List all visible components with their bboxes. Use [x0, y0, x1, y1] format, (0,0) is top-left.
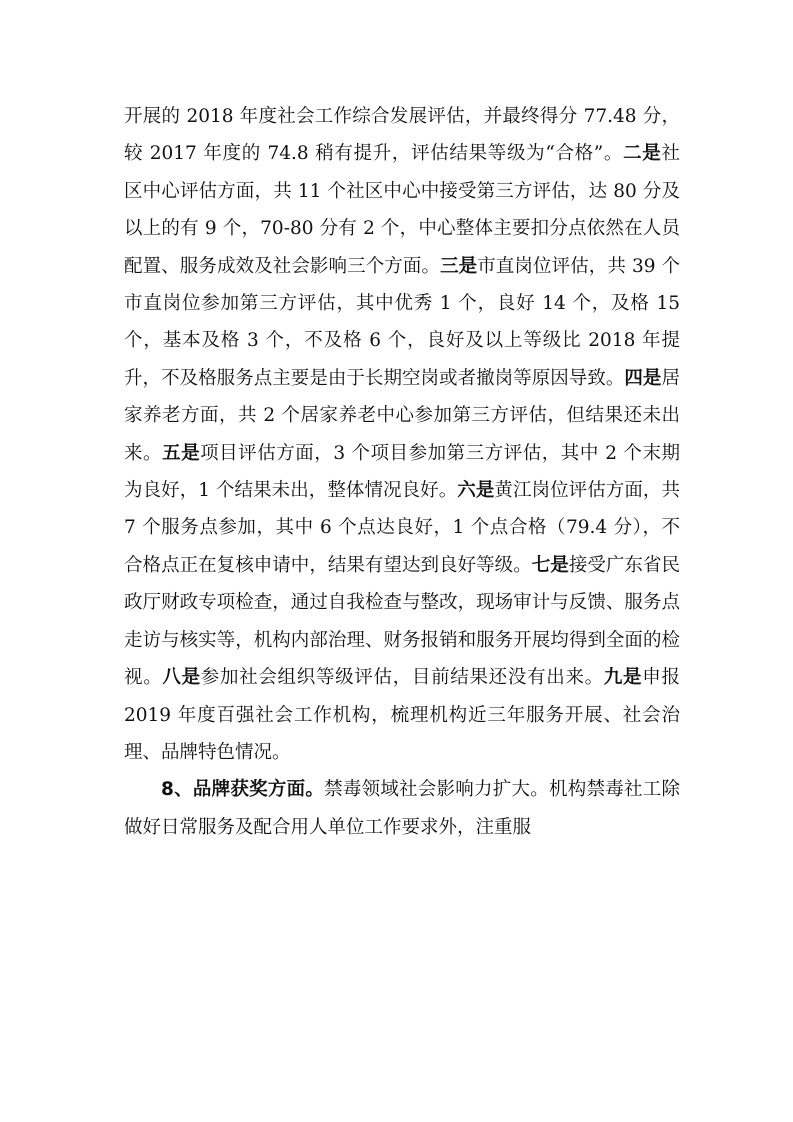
- text-segment: 申报 2019 年度百强社会工作机构，梳理机构近三年服务开展、社会治理、品牌特色情况。: [124, 667, 680, 763]
- text-segment: 禁毒领域社会影响力扩大。机构禁毒社工除做好日常服务及配合用人单位工作要求外，注重服: [124, 779, 680, 838]
- bold-marker-six: 六是: [457, 480, 495, 502]
- text-segment: 接受广东省民政厅财政专项检查，通过自我检查与整改，现场审计与反馈、服务点走访与核实等，机构内部治理、财务报销和服务开展均得到全面的检视。: [124, 554, 680, 689]
- text-segment: 黄江岗位评估方面，共 7 个服务点参加，其中 6 个点达良好，1 个点合格（79.4 分），不合格点正在复核申请中，结果有望达到良好等级。: [124, 480, 680, 576]
- text-segment: 市直岗位评估，共 39 个市直岗位参加第三方评估，其中优秀 1 个，良好 14 个，及格 15 个，基本及格 3 个，不及格 6 个，良好及以上等级比 2018 年提升，不及格服务点主要是由于长期空岗或者撤岗等原因导致。: [124, 255, 680, 389]
- section-heading-brand-awards: 8、品牌获奖方面。: [161, 779, 325, 801]
- text-segment: 开展的 2018 年度社会工作综合发展评估，并最终得分 77.48 分，较 2017 年度的 74.8 稍有提升，评估结果等级为“合格”。: [124, 106, 680, 165]
- text-segment: 居家养老方面，共 2 个居家养老中心参加第三方评估，但结果还未出来。: [124, 367, 680, 464]
- bold-marker-nine: 九是: [603, 667, 643, 689]
- bold-marker-five: 五是: [162, 442, 201, 464]
- bold-marker-eight: 八是: [162, 667, 201, 689]
- bold-marker-three: 三是: [440, 255, 478, 277]
- bold-marker-seven: 七是: [531, 554, 569, 576]
- text-segment: 项目评估方面，3 个项目参加第三方评估，其中 2 个末期为良好，1 个结果未出，整体情况良好。: [124, 442, 680, 502]
- bold-marker-two: 二是: [623, 143, 662, 165]
- paragraph-brand-awards: [124, 771, 680, 846]
- document-body: [124, 98, 680, 846]
- text-segment: 社区中心评估方面，共 11 个社区中心中接受第三方评估，达 80 分及以上的有 9 个，70-80 分有 2 个，中心整体主要扣分点依然在人员配置、服务成效及社会影响三个方面。: [124, 143, 680, 277]
- paragraph-evaluation-results: [124, 98, 680, 771]
- text-segment: 参加社会组织等级评估，目前结果还没有出来。: [200, 667, 604, 689]
- bold-marker-four: 四是: [624, 367, 662, 389]
